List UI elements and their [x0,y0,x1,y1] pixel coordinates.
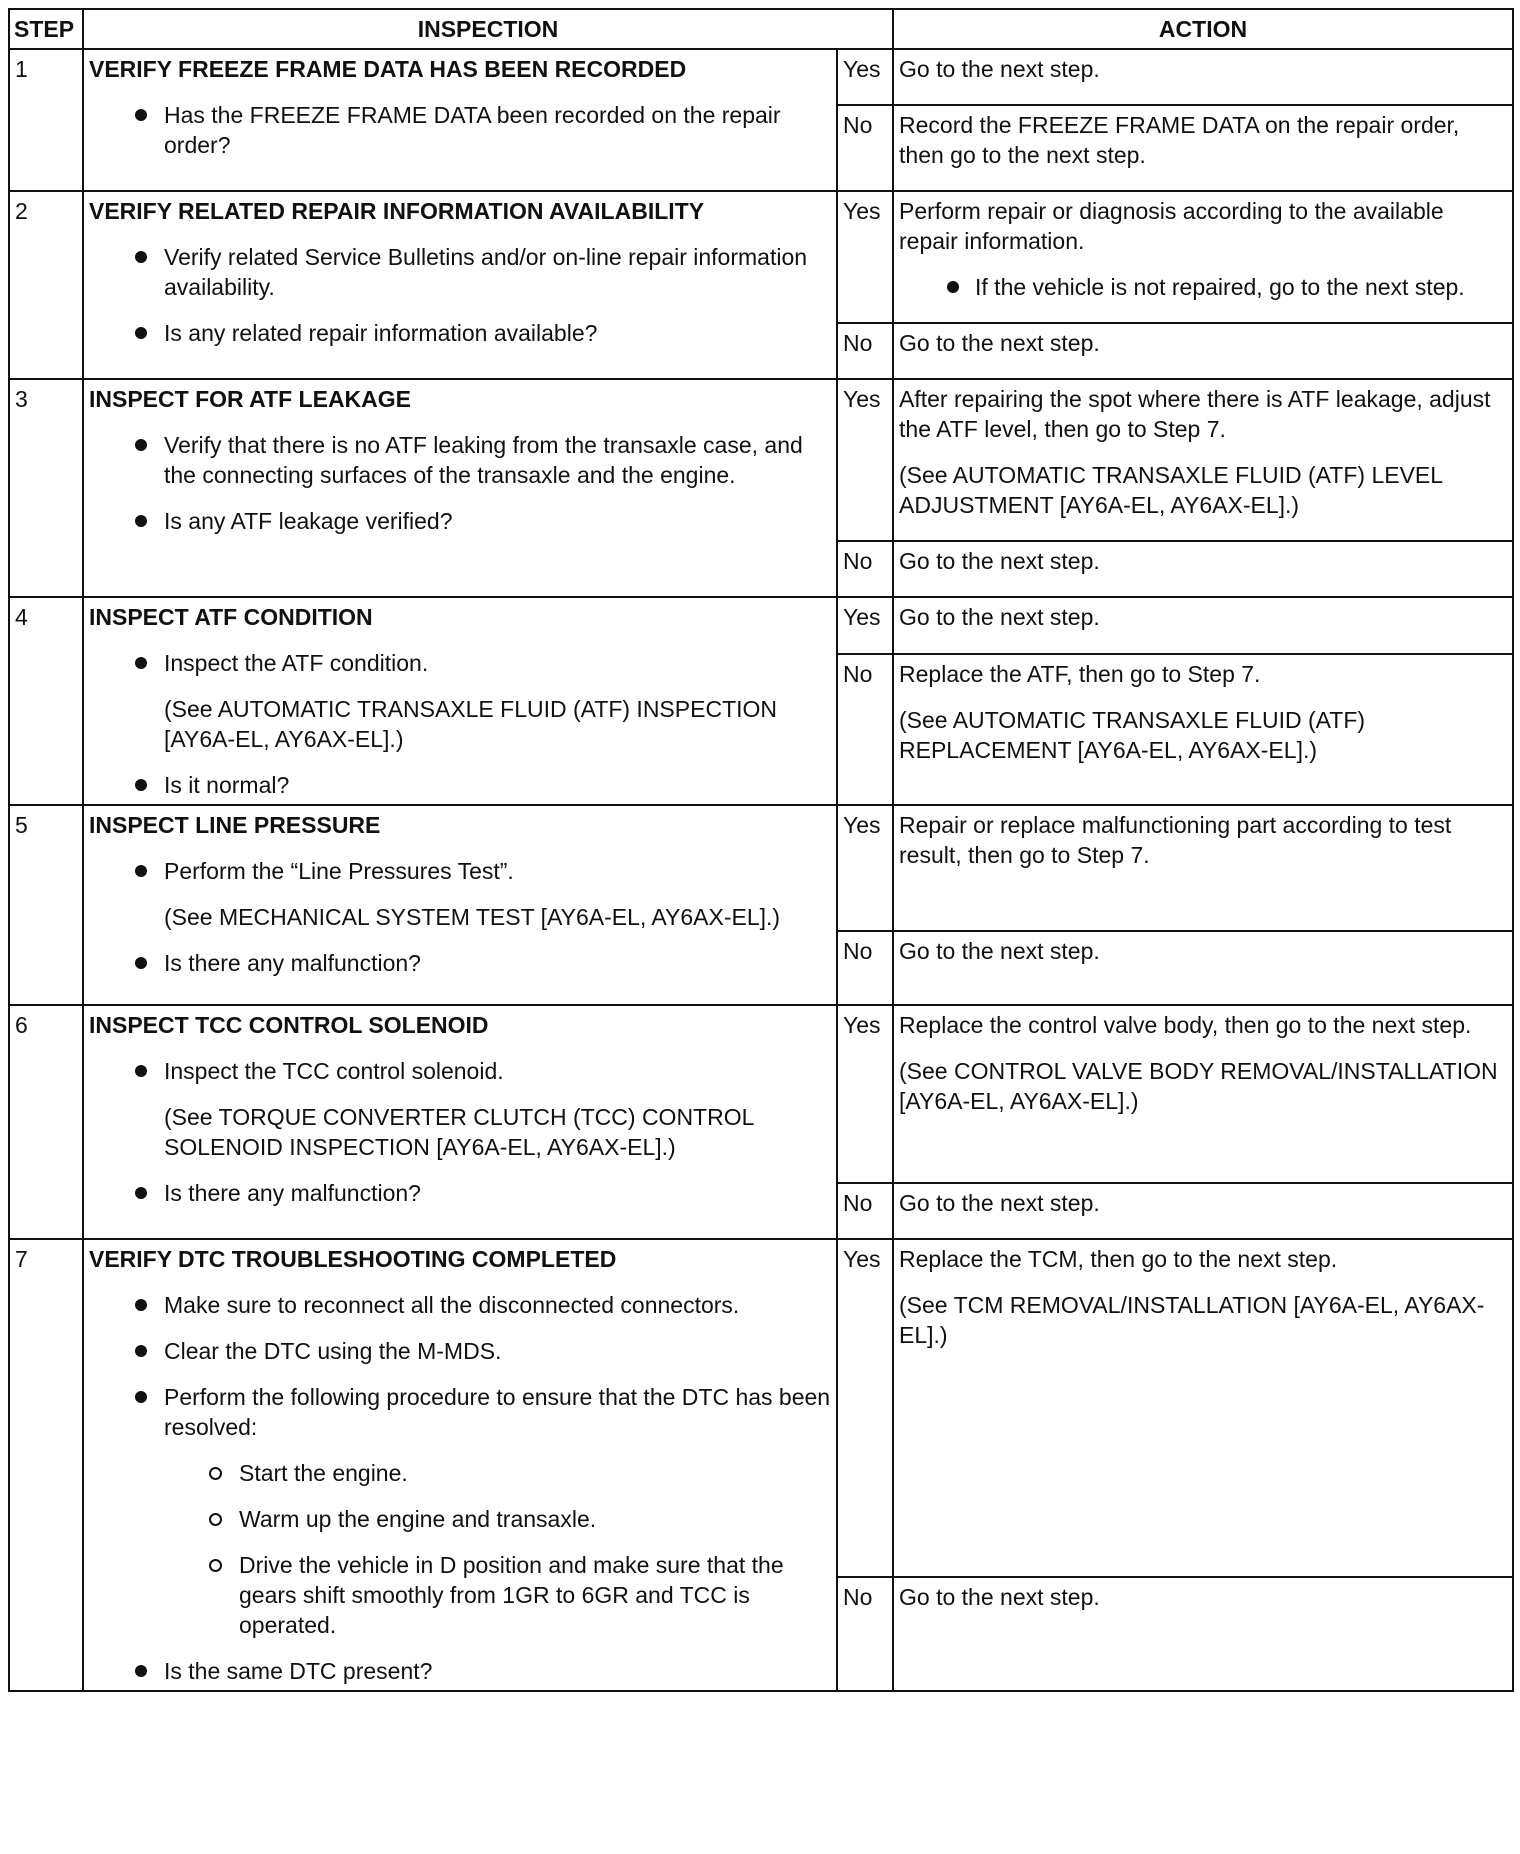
inspection-bullet: Is any related repair information available? [89,318,831,348]
inspection-title: VERIFY FREEZE FRAME DATA HAS BEEN RECORDED [89,56,687,82]
yes-action [893,1005,1513,1183]
action-text: Perform repair or diagnosis according to the available repair information. [899,198,1444,254]
inspection-reference: (See TORQUE CONVERTER CLUTCH (TCC) CONTROL SOLENOID INSPECTION [AY6A-EL, AY6AX-EL].) [164,1104,754,1160]
action-text: Go to the next step. [899,1190,1100,1216]
action-text: (See CONTROL VALVE BODY REMOVAL/INSTALLATION [AY6A-EL, AY6AX-EL].) [899,1058,1498,1114]
yes-label: Yes [837,379,893,541]
inspection-cell [83,379,837,597]
inspection-sub-bullet: Warm up the engine and transaxle. [89,1504,831,1534]
step-number: 6 [9,1005,83,1239]
action-text: Record the FREEZE FRAME DATA on the repair order, then go to the next step. [899,112,1460,168]
inspection-title: INSPECT ATF CONDITION [89,604,373,630]
inspection-bullet: Is it normal? [89,770,831,800]
inspection-bullet: Inspect the TCC control solenoid. [89,1056,831,1086]
action-text: (See AUTOMATIC TRANSAXLE FLUID (ATF) LEVEL ADJUSTMENT [AY6A-EL, AY6AX-EL].) [899,462,1443,518]
inspection-bullet: Has the FREEZE FRAME DATA been recorded on the repair order? [89,100,831,160]
yes-label: Yes [837,1005,893,1183]
inspection-cell [83,1239,837,1691]
step-row [9,191,1513,323]
inspection-bullet: Perform the following procedure to ensure that the DTC has been resolved: [89,1382,831,1442]
inspection-reference: (See AUTOMATIC TRANSAXLE FLUID (ATF) INSPECTION [AY6A-EL, AY6AX-EL].) [164,696,778,752]
inspection-cell [83,597,837,805]
action-text: Replace the TCM, then go to the next step. [899,1246,1338,1272]
yes-action [893,1239,1513,1577]
action-bullet: If the vehicle is not repaired, go to the next step. [899,272,1507,302]
step-number: 1 [9,49,83,191]
step-number: 2 [9,191,83,379]
action-text: Go to the next step. [899,1583,1100,1610]
yes-action [893,49,1513,105]
step-row [9,1005,1513,1183]
action-text: Repair or replace malfunctioning part according to test result, then go to Step 7. [899,812,1452,868]
action-text: Go to the next step. [899,56,1100,82]
yes-action [893,191,1513,323]
inspection-bullet: Is the same DTC present? [89,1656,831,1686]
action-text: Replace the ATF, then go to Step 7. [899,660,1261,687]
step-row [9,49,1513,105]
inspection-bullet: Verify related Service Bulletins and/or on-line repair information availability. [89,242,831,302]
inspection-bullet: Clear the DTC using the M-MDS. [89,1336,831,1366]
inspection-title: VERIFY RELATED REPAIR INFORMATION AVAILABILITY [89,198,705,224]
header-row [9,9,1513,49]
action-text: Go to the next step. [899,330,1100,356]
inspection-reference: (See MECHANICAL SYSTEM TEST [AY6A-EL, AY6AX-EL].) [164,904,781,930]
inspection-bullet: Inspect the ATF condition. [89,648,831,678]
inspection-bullet: Perform the “Line Pressures Test”. [89,856,831,886]
action-text: Go to the next step. [899,604,1100,630]
inspection-sub-bullet: Start the engine. [89,1458,831,1488]
inspection-bullet: Is there any malfunction? [89,1178,831,1208]
yes-action [893,597,1513,654]
no-label: No [837,105,893,191]
no-action [893,1183,1513,1239]
no-label: No [837,1183,893,1239]
no-label: No [837,1577,893,1691]
step-row [9,1239,1513,1577]
inspection-title: VERIFY DTC TROUBLESHOOTING COMPLETED [89,1246,617,1272]
inspection-cell [83,805,837,1005]
no-action [893,541,1513,597]
no-label: No [837,323,893,379]
action-text: Replace the control valve body, then go to the next step. [899,1012,1472,1038]
inspection-title: INSPECT LINE PRESSURE [89,812,381,838]
no-action [893,654,1513,805]
troubleshooting-table [8,8,1514,1692]
yes-label: Yes [837,597,893,654]
inspection-sub-bullet: Drive the vehicle in D position and make sure that the gears shift smoothly from 1GR to 6GR and TCC is operated. [89,1550,831,1640]
no-action [893,323,1513,379]
yes-label: Yes [837,191,893,323]
inspection-bullet: Verify that there is no ATF leaking from the transaxle case, and the connecting surfaces of the transaxle and the engine. [89,430,831,490]
inspection-cell [83,49,837,191]
inspection-title: INSPECT FOR ATF LEAKAGE [89,386,411,412]
step-number: 4 [9,597,83,805]
step-row [9,597,1513,654]
no-action [893,1577,1513,1691]
inspection-bullet: Is any ATF leakage verified? [89,506,831,536]
no-action [893,931,1513,1005]
step-number: 7 [9,1239,83,1691]
yes-action [893,805,1513,931]
no-label: No [837,541,893,597]
inspection-bullet: Is there any malfunction? [89,948,831,978]
yes-label: Yes [837,49,893,105]
no-action [893,105,1513,191]
step-number: 3 [9,379,83,597]
action-text: After repairing the spot where there is ATF leakage, adjust the ATF level, then go to Step 7. [899,386,1491,442]
action-header: ACTION [893,9,1513,49]
step-header: STEP [9,9,83,49]
inspection-cell [83,191,837,379]
yes-label: Yes [837,1239,893,1577]
action-text: (See AUTOMATIC TRANSAXLE FLUID (ATF) REPLACEMENT [AY6A-EL, AY6AX-EL].) [899,706,1366,763]
no-label: No [837,654,893,805]
step-row [9,805,1513,931]
yes-label: Yes [837,805,893,931]
inspection-cell [83,1005,837,1239]
action-text: (See TCM REMOVAL/INSTALLATION [AY6A-EL, AY6AX-EL].) [899,1292,1485,1348]
step-row [9,379,1513,541]
inspection-title: INSPECT TCC CONTROL SOLENOID [89,1012,489,1038]
inspection-bullet: Make sure to reconnect all the disconnected connectors. [89,1290,831,1320]
action-text: Go to the next step. [899,938,1100,964]
action-text: Go to the next step. [899,548,1100,574]
inspection-header: INSPECTION [83,9,893,49]
yes-action [893,379,1513,541]
step-number: 5 [9,805,83,1005]
no-label: No [837,931,893,1005]
